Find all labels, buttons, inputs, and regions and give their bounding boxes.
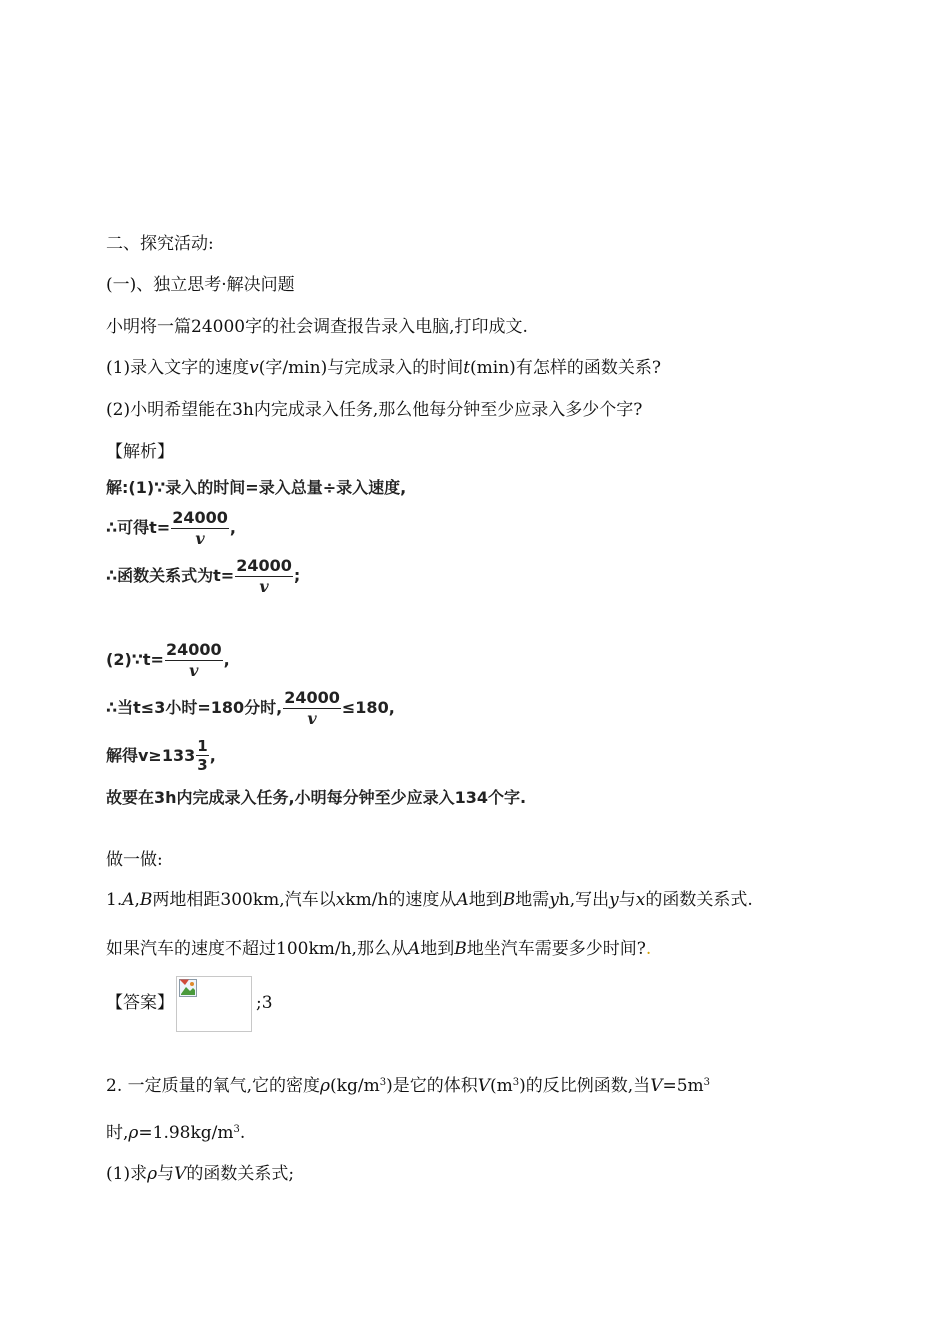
solution-line-1: 解:(1)∵录入的时间=录入总量÷录入速度, xyxy=(106,478,407,497)
p1-var-x2: x xyxy=(635,890,646,910)
p1b-var-a: A xyxy=(407,939,421,959)
p1-text-1: 两地相距300km,汽车以 xyxy=(152,890,336,910)
p1-text-3: 地到 xyxy=(468,890,503,910)
problem-intro: 小明将一篇24000字的社会调查报告录入电脑,打印成文. xyxy=(106,317,528,337)
sol6-prefix: 解得v≥133 xyxy=(106,745,196,765)
practice-problem-1-line-1 xyxy=(106,888,753,912)
q1-prefix: (1)录入文字的速度 xyxy=(106,358,250,378)
p1-text-6: 与 xyxy=(618,890,636,910)
fraction-denominator: v xyxy=(189,661,199,680)
p1-text-7: 的函数关系式. xyxy=(645,890,753,910)
sol3-suffix: ; xyxy=(293,566,301,585)
p2-text-4: (m xyxy=(490,1076,513,1096)
p2-text-1: 2. 一定质量的氧气,它的密度 xyxy=(106,1076,321,1096)
practice-problem-2-line-1 xyxy=(106,1074,710,1098)
p2-text-6: =5m xyxy=(662,1076,704,1096)
p1-var-b: B xyxy=(139,890,153,910)
p2q1-text-3: 的函数关系式; xyxy=(186,1164,295,1184)
p2-sup-1: 3 xyxy=(379,1077,387,1088)
p2-var-v2: V xyxy=(650,1076,663,1096)
sol5-suffix: ≤180, xyxy=(341,698,395,717)
q1-var-v: v xyxy=(249,358,259,378)
fraction-numerator: 1 xyxy=(197,737,208,755)
answer-line xyxy=(106,975,273,1032)
p1b-text-2: 地到 xyxy=(420,939,455,959)
fraction-numerator: 24000 xyxy=(165,640,222,659)
p2-sup-2: 3 xyxy=(512,1077,520,1088)
sol2-prefix: ∴可得t= xyxy=(106,518,171,537)
p1b-text-1: 如果汽车的速度不超过100km/h,那么从 xyxy=(106,939,408,959)
fraction-denominator: v xyxy=(259,577,269,596)
p2b-text-3: . xyxy=(239,1123,246,1143)
problem-question-2: (2)小明希望能在3h内完成录入任务,那么他每分钟至少应录入多少个字? xyxy=(106,400,643,420)
p2-var-rho: ρ xyxy=(320,1076,331,1096)
fraction-24000-over-v xyxy=(165,640,223,681)
q1-mid: (字/min)与完成录入的时间 xyxy=(258,358,464,378)
p2q1-text-1: (1)求 xyxy=(106,1164,148,1184)
q1-var-t: t xyxy=(463,358,471,378)
p1-var-y2: y xyxy=(609,890,619,910)
sol5-prefix: ∴当t≤3小时=180分时, xyxy=(106,698,283,717)
p1-text-4: 地需 xyxy=(515,890,550,910)
p1b-text-3: 地坐汽车需要多少时间? xyxy=(466,939,646,959)
fraction-one-third xyxy=(196,737,208,774)
sol4-prefix: (2)∵t= xyxy=(106,650,164,669)
p1b-dot: . xyxy=(645,939,652,959)
p2-var-v: V xyxy=(477,1076,490,1096)
p2-text-3: )是它的体积 xyxy=(386,1076,478,1096)
p2b-var-rho: ρ xyxy=(128,1123,139,1143)
fraction-denominator: v xyxy=(195,529,205,548)
fraction-denominator: v xyxy=(307,709,317,728)
problem-question-1 xyxy=(106,356,661,380)
practice-problem-1-line-2 xyxy=(106,937,651,961)
mixed-number xyxy=(106,737,216,774)
fraction-numerator: 24000 xyxy=(172,508,228,527)
fraction-24000-over-v xyxy=(283,688,341,729)
p2q1-text-2: 与 xyxy=(157,1164,175,1184)
fraction-numerator: 24000 xyxy=(236,556,292,575)
solution-line-2 xyxy=(106,508,236,549)
p2q1-var-rho: ρ xyxy=(147,1164,158,1184)
p1-text-5: h,写出 xyxy=(558,890,610,910)
solution-line-3 xyxy=(106,556,300,597)
answer-value: ;3 xyxy=(256,993,273,1013)
answer-label: 【答案】 xyxy=(106,993,174,1013)
p2q1-var-v: V xyxy=(174,1164,187,1184)
section-title: 二、探究活动: xyxy=(106,234,214,254)
q1-suffix: (min)有怎样的函数关系? xyxy=(470,358,661,378)
fraction-denominator: 3 xyxy=(197,756,208,774)
p1-num: 1. xyxy=(106,890,123,910)
solution-line-5 xyxy=(106,688,395,729)
p1-var-b2: B xyxy=(502,890,516,910)
p1-var-y: y xyxy=(549,890,559,910)
practice-heading: 做一做: xyxy=(106,850,163,870)
section-subtitle: (一)、独立思考·解决问题 xyxy=(106,275,295,295)
fraction-24000-over-v xyxy=(171,508,229,549)
p2-text-2: (kg/m xyxy=(330,1076,380,1096)
sol2-suffix: , xyxy=(229,518,236,537)
fraction-24000-over-v xyxy=(235,556,293,597)
p1-text-2: km/h的速度从 xyxy=(345,890,457,910)
p1-comma: , xyxy=(134,890,140,910)
p1-var-x: x xyxy=(335,890,346,910)
sol4-suffix: , xyxy=(223,650,230,669)
fraction-numerator: 24000 xyxy=(284,688,340,707)
p2-text-5: )的反比例函数,当 xyxy=(519,1076,651,1096)
sol6-suffix: , xyxy=(209,745,216,765)
answer-image-placeholder xyxy=(176,976,252,1032)
p1-var-a2: A xyxy=(456,890,469,910)
solution-line-4 xyxy=(106,640,230,681)
analysis-label: 【解析】 xyxy=(106,442,174,462)
p2b-text-1: 时, xyxy=(106,1123,129,1143)
p2b-text-2: =1.98kg/m xyxy=(138,1123,234,1143)
p2-sup-3: 3 xyxy=(703,1077,711,1088)
sol3-prefix: ∴函数关系式为t= xyxy=(106,566,235,585)
solution-line-6 xyxy=(106,737,216,774)
broken-image-icon xyxy=(179,979,197,997)
practice-problem-2-question-1 xyxy=(106,1162,294,1186)
p1-var-a: A xyxy=(122,890,135,910)
practice-problem-2-line-2 xyxy=(106,1121,245,1145)
solution-line-7: 故要在3h内完成录入任务,小明每分钟至少应录入134个字. xyxy=(106,788,527,807)
p2b-sup: 3 xyxy=(233,1124,240,1135)
p1b-var-b: B xyxy=(454,939,467,959)
